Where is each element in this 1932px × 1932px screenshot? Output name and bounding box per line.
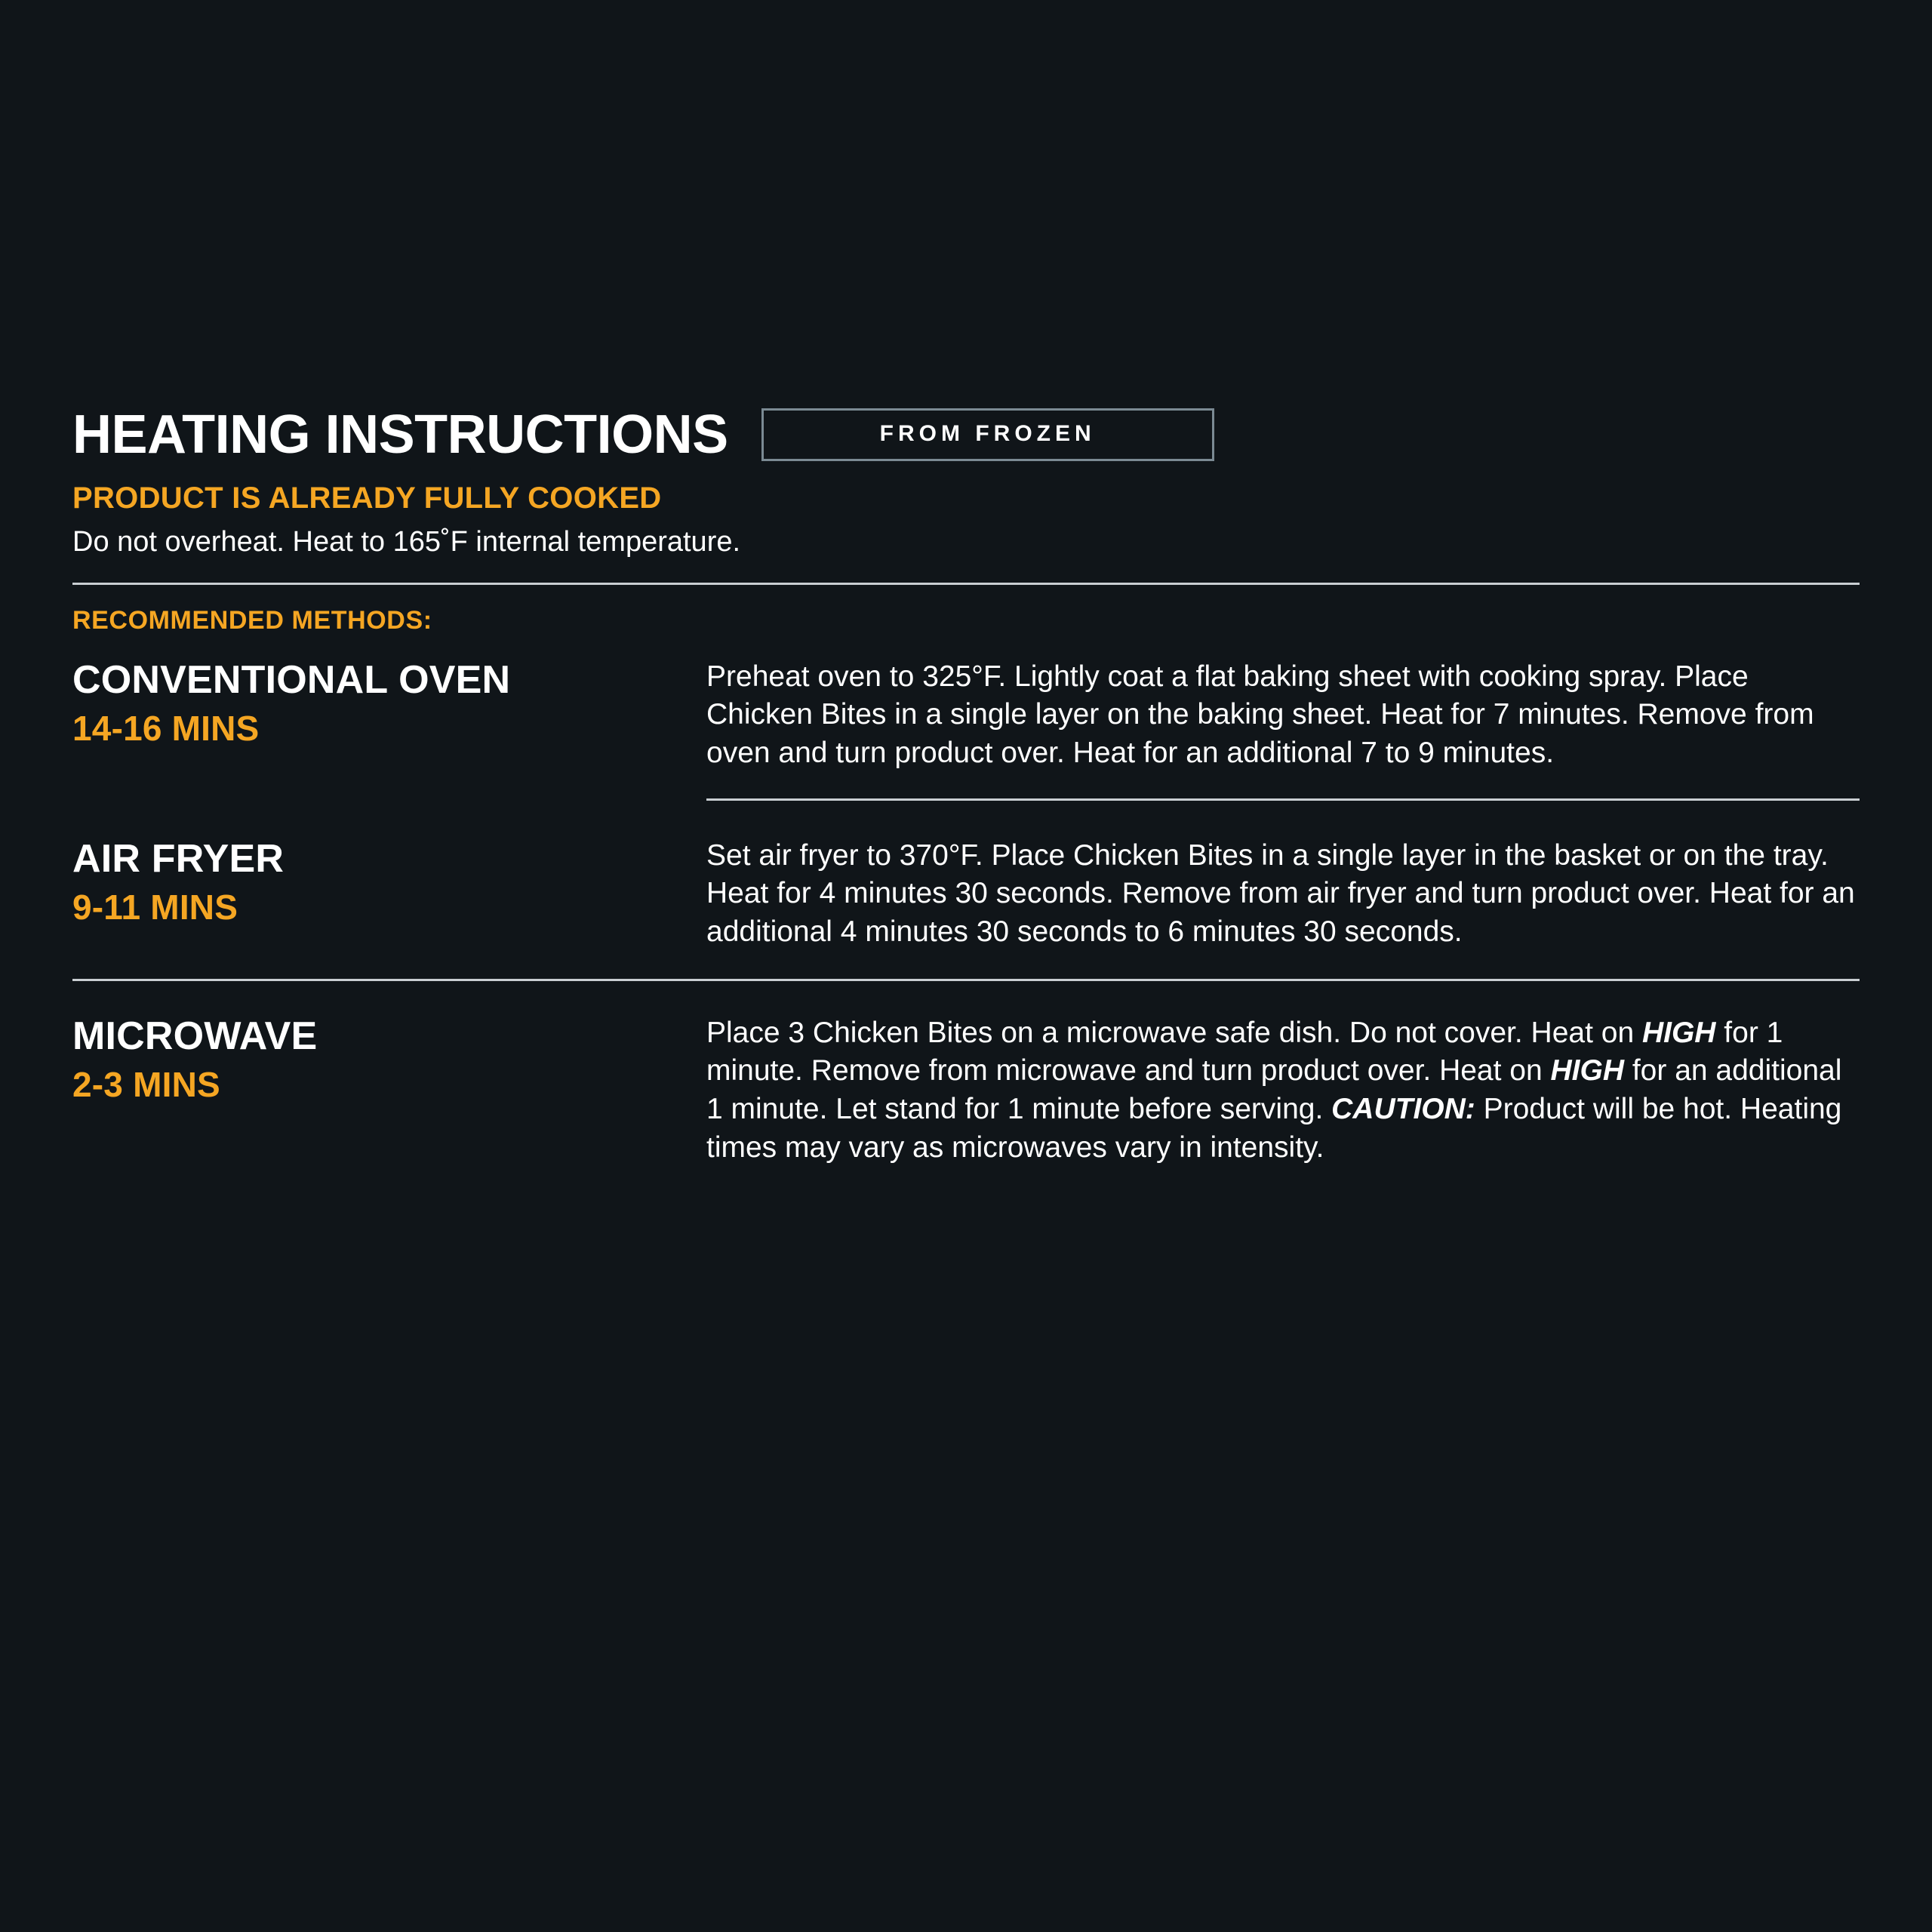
method-conventional-oven [72,648,1860,773]
method-name: CONVENTIONAL OVEN [72,657,511,702]
method-time: 2-3 MINS [72,1065,220,1105]
from-frozen-badge-label: FROM FROZEN [879,421,1096,446]
header-row [72,405,1860,465]
method-name: MICROWAVE [72,1014,318,1058]
page-title: HEATING INSTRUCTIONS [72,405,728,465]
method-name: AIR FRYER [72,836,285,881]
microwave-text-part-2: for 1 minute. Remove from microwave and turn product over. Heat on [706,1016,1783,1088]
method-instructions [706,1011,1860,1168]
method-time: 14-16 MINS [72,709,260,749]
header-divider [72,583,1860,585]
method-heading-group [72,834,706,928]
method-divider-2 [72,979,1860,981]
method-microwave [72,1004,1860,1168]
microwave-text-part-3: for an additional 1 minute. Let stand for 1 minute before serving. [706,1054,1842,1126]
overheat-note: Do not overheat. Heat to 165˚F internal temperature. [72,526,741,558]
method-time: 9-11 MINS [72,888,238,928]
method-heading-group [72,1011,706,1106]
method-instructions: Preheat oven to 325°F. Lightly coat a flat baking sheet with cooking spray. Place Chicken Bites in a single layer on the baking sheet. Heat for 7 minutes. Remove from oven and turn product over. Heat for an additional 7 to 9 minutes. [706,660,1814,769]
recommended-methods-label: RECOMMENDED METHODS: [72,605,432,635]
content-container [72,405,1860,1167]
method-instructions: Set air fryer to 370°F. Place Chicken Bites in a single layer in the basket or on the tray. Heat for 4 minutes 30 seconds. Remove from air fryer and turn product over. Heat for an additional 4 minutes 30 seconds to 6 minutes 30 seconds. [706,838,1855,949]
method-divider-1 [706,798,1860,801]
fully-cooked-notice: PRODUCT IS ALREADY FULLY COOKED [72,481,662,515]
microwave-text-part-4: Product will be hot. Heating times may vary as microwaves vary in intensity. [706,1093,1842,1164]
methods-list [72,648,1860,1168]
from-frozen-badge [761,408,1214,461]
microwave-emphasis-high-1: HIGH [1641,1016,1716,1049]
microwave-emphasis-high-2: HIGH [1550,1054,1625,1088]
microwave-text-part-1: Place 3 Chicken Bites on a microwave safe dish. Do not cover. Heat on [706,1016,1642,1049]
method-heading-group [72,655,706,749]
method-air-fryer [72,826,1860,952]
microwave-emphasis-caution: CAUTION: [1331,1093,1475,1126]
